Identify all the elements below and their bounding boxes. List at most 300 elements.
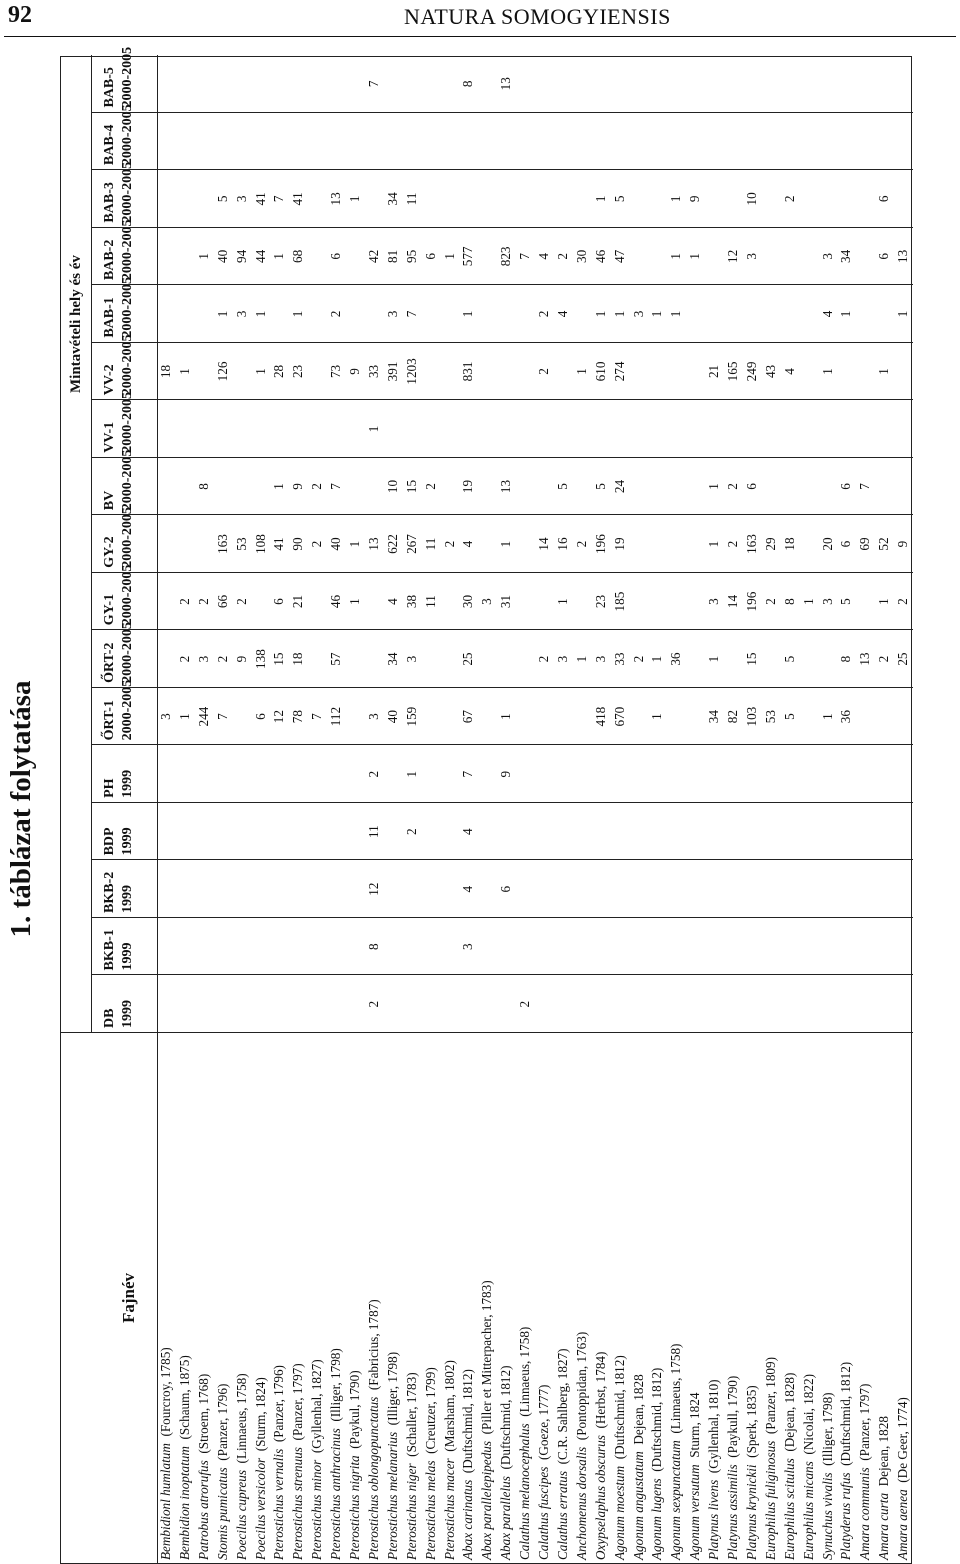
- species-genus: Pterostichus anthracinus: [328, 1428, 344, 1560]
- table-cell-value: 2: [630, 655, 646, 663]
- table-cell-value: 14: [536, 537, 551, 551]
- table-cell-value: 823: [498, 246, 514, 267]
- table-cell-value: 6: [838, 540, 854, 548]
- table-cell-value: 3: [592, 655, 608, 663]
- table-cell-value: 185: [611, 591, 627, 612]
- table-cell-value: 5: [781, 655, 797, 663]
- table-cell-value: 3: [819, 253, 835, 260]
- table-cell-value: 25: [460, 652, 476, 666]
- species-author: (Schaum, 1875): [176, 1355, 192, 1440]
- table-cell-value: 1: [668, 310, 684, 318]
- species-author: (Herbst, 1784): [592, 1351, 608, 1429]
- grid-line-vertical: [91, 227, 913, 228]
- table-cell-value: 1: [819, 713, 835, 720]
- species-genus: Amara curta: [876, 1492, 892, 1560]
- table-cell-value: 5: [214, 195, 230, 203]
- table-cell-value: 8: [365, 943, 381, 951]
- table-cell-value: 4: [819, 310, 835, 318]
- table-cell-value: 13: [365, 537, 381, 551]
- species-author: (Panzer, 1809): [762, 1356, 778, 1435]
- species-name: [762, 1033, 781, 1563]
- table-cell-value: 15: [271, 652, 287, 666]
- table-cell-value: 7: [328, 483, 344, 490]
- column-header: [91, 219, 157, 286]
- species-name: [327, 1033, 346, 1563]
- table-cell-value: 90: [290, 537, 306, 551]
- table-cell-value: 9: [233, 655, 249, 663]
- grid-line-vertical: [91, 917, 913, 918]
- table-cell-value: 34: [384, 192, 400, 206]
- column-years: 1999: [120, 942, 135, 971]
- column-header: [91, 507, 157, 573]
- grid-line-horizontal: [157, 55, 158, 1563]
- grid-line-vertical: [91, 342, 913, 343]
- table-cell-value: 610: [592, 361, 608, 382]
- grid-line-vertical: [91, 974, 913, 975]
- page-number: 92: [8, 2, 32, 28]
- table-cell-value: 1: [668, 253, 684, 260]
- column-years: 2000-2005: [120, 564, 135, 626]
- species-name: [800, 1033, 819, 1563]
- column-years: 2000-2005: [120, 507, 135, 568]
- column-code: BAB-2: [102, 239, 117, 281]
- table-cell-value: 622: [384, 534, 400, 554]
- table-cell-value: 2: [403, 828, 419, 835]
- column-years: 2000-2005: [120, 276, 135, 338]
- table-cell-value: 1: [271, 253, 287, 260]
- column-code: GY-2: [102, 536, 117, 568]
- table-cell-value: 1: [592, 310, 608, 318]
- species-genus: Amara aenea: [895, 1489, 911, 1560]
- column-header: [91, 104, 157, 171]
- table-cell-value: 1: [592, 195, 608, 203]
- table-cell-value: 1: [214, 310, 230, 318]
- table-cell-value: 9: [347, 368, 362, 375]
- table-cell-value: 7: [517, 253, 533, 260]
- table-cell-value: 81: [384, 249, 400, 263]
- table-cell-value: 1: [876, 368, 892, 375]
- species-name: [459, 1033, 478, 1563]
- table-cell-value: 13: [498, 77, 514, 91]
- table-cell-value: 1: [252, 310, 268, 318]
- species-genus: Bembidionl humlatum: [158, 1443, 173, 1560]
- table-cell-value: 1: [649, 310, 665, 318]
- table-cell-value: 1: [290, 310, 306, 318]
- species-author: (Panzer, 1796): [271, 1365, 287, 1443]
- table-cell-value: 13: [857, 652, 873, 666]
- species-genus: Platynus assimilis: [725, 1464, 740, 1560]
- species-author: (Sperk, 1835): [743, 1385, 759, 1458]
- table-cell-value: 2: [781, 195, 797, 203]
- species-name: [422, 1033, 441, 1563]
- table-cell-value: 1203: [403, 358, 419, 385]
- column-code: BKB-1: [102, 929, 117, 971]
- table-cell-value: 126: [214, 361, 230, 382]
- table-cell-value: 30: [460, 594, 476, 609]
- table-cell-value: 15: [743, 652, 759, 666]
- column-years: 1999: [120, 1000, 135, 1028]
- grid-line-vertical: [91, 859, 913, 860]
- column-header: [91, 860, 157, 918]
- species-author: (Paykul, 1790): [347, 1370, 362, 1449]
- column-years: 2000-2005: [120, 334, 135, 396]
- species-genus: Europhilus scitulus: [781, 1458, 797, 1560]
- species-author: (Panzer, 1797): [857, 1383, 873, 1461]
- table-cell-value: 3: [460, 943, 476, 951]
- grid-line-vertical: [91, 169, 913, 170]
- species-name: [686, 1033, 705, 1563]
- species-genus: Pterostichus melas: [422, 1460, 438, 1560]
- table-cell-value: 18: [158, 364, 173, 379]
- table-cell-value: 5: [781, 713, 797, 720]
- species-author: (Creutzer, 1799): [422, 1367, 438, 1454]
- species-genus: Pterostichus minor: [309, 1459, 325, 1560]
- table-cell-value: 1: [347, 195, 362, 203]
- table-cell-value: 40: [384, 710, 400, 724]
- table-cell-value: 4: [384, 598, 400, 605]
- table-cell-value: 34: [838, 249, 854, 263]
- table-cell-value: 5: [554, 483, 570, 490]
- column-header: [91, 392, 157, 458]
- table-cell-value: 1: [176, 368, 192, 375]
- table-cell-value: 5: [838, 598, 854, 605]
- table-cell-value: 2: [233, 598, 249, 605]
- table-cell-value: 94: [233, 249, 249, 263]
- species-name: [516, 1033, 535, 1563]
- species-genus: Abax carinatus: [460, 1479, 476, 1560]
- table-cell-value: 8: [838, 655, 854, 663]
- table-cell-value: 7: [365, 80, 381, 88]
- species-genus: Agonum versutum: [687, 1464, 703, 1560]
- species-genus: Calathus erratus: [554, 1470, 570, 1560]
- table-cell-value: 1: [441, 253, 457, 260]
- column-years: 2000-2005: [120, 449, 135, 511]
- column-code: DB: [102, 1008, 117, 1028]
- column-years: 1999: [120, 827, 135, 856]
- table-cell-value: 103: [743, 706, 759, 727]
- species-author: (Illiger, 1798): [328, 1348, 344, 1422]
- species-author: Dejean, 1828: [630, 1374, 646, 1445]
- species-name: [592, 1033, 611, 1563]
- table-cell-value: 57: [328, 652, 344, 666]
- species-author: (Duftschmid, 1812): [838, 1361, 854, 1466]
- species-author: (Duftschmid, 1812): [460, 1369, 476, 1474]
- table-cell-value: 1: [176, 713, 192, 720]
- species-genus: Europhilus micans: [800, 1461, 816, 1560]
- table-cell-value: 41: [271, 537, 287, 551]
- table-cell-value: 12: [271, 710, 287, 724]
- species-author: Sturm, 1824: [687, 1392, 703, 1458]
- species-author: (Panzer, 1797): [290, 1363, 306, 1441]
- species-genus: Agonum lugens: [649, 1478, 665, 1560]
- table-cell-value: 7: [214, 713, 230, 720]
- species-genus: Pterostichus vernalis: [271, 1448, 287, 1560]
- grid-line-vertical: [91, 514, 913, 515]
- table-cell-value: 11: [422, 537, 438, 551]
- table-cell-value: 9: [498, 770, 514, 778]
- species-name: [176, 1033, 195, 1563]
- species-author: (Panzer, 1796): [214, 1383, 230, 1461]
- species-genus: Pterostichus niger: [403, 1463, 419, 1560]
- table-cell-value: 1: [365, 425, 381, 433]
- table-cell-value: 138: [252, 649, 268, 669]
- table-cell-value: 9: [895, 540, 911, 548]
- table-cell-value: 8: [195, 483, 211, 490]
- table-cell-value: 40: [214, 249, 230, 263]
- table-cell-value: 40: [328, 537, 344, 551]
- species-author: (Schaller, 1783): [403, 1372, 419, 1457]
- column-header: [91, 276, 157, 343]
- table-cell-value: 2: [725, 540, 740, 548]
- data-table: [60, 46, 912, 1564]
- column-years: 2000-2005: [120, 622, 135, 683]
- species-name: [289, 1033, 308, 1563]
- column-code: BAB-3: [102, 182, 117, 223]
- table-cell-value: 10: [743, 192, 759, 206]
- table-cell-value: 165: [725, 361, 740, 382]
- column-years: 1999: [120, 769, 135, 798]
- species-genus: Agonum moestum: [611, 1465, 627, 1560]
- grid-line-vertical: [91, 457, 913, 458]
- table-cell-value: 244: [195, 706, 211, 727]
- table-cell-value: 33: [365, 364, 381, 379]
- species-name: [535, 1033, 554, 1563]
- table-cell-value: 21: [290, 594, 306, 609]
- species-name: [478, 1033, 497, 1563]
- table-cell-value: 3: [554, 655, 570, 663]
- table-cell-value: 2: [536, 655, 551, 663]
- table-cell-value: 1: [800, 598, 816, 605]
- table-cell-value: 577: [460, 246, 476, 267]
- table-cell-value: 7: [460, 770, 476, 778]
- table-cell-value: 7: [309, 713, 325, 720]
- table-cell-value: 4: [536, 253, 551, 260]
- table-cell-value: 3: [233, 195, 249, 203]
- table-cell-value: 3: [158, 713, 173, 720]
- table-cell-value: 2: [441, 540, 457, 548]
- table-cell-value: 163: [214, 534, 230, 554]
- sampling-site-group-header: Mintavételi hely és év: [68, 255, 84, 393]
- column-code: BAB-5: [102, 67, 117, 108]
- table-cell-value: 18: [781, 537, 797, 551]
- table-cell-value: 4: [781, 368, 797, 375]
- table-cell-value: 6: [252, 713, 268, 720]
- species-name: [875, 1033, 894, 1563]
- table-cell-value: 3: [403, 655, 419, 663]
- column-code: VV-2: [102, 364, 117, 396]
- table-cell-value: 43: [762, 364, 778, 379]
- rotated-table-block: [4, 46, 914, 1564]
- table-cell-value: 1: [498, 713, 514, 720]
- column-code: GY-1: [102, 593, 117, 626]
- table-cell-value: 41: [290, 192, 306, 206]
- species-genus: Poecilus cupreus: [233, 1470, 249, 1560]
- species-genus: Calathus fuscipes: [536, 1466, 551, 1560]
- table-cell-value: 2: [195, 598, 211, 605]
- species-genus: Pterostichus oblongopunctatus: [365, 1396, 381, 1560]
- table-cell-value: 1: [573, 655, 589, 663]
- table-cell-value: 46: [592, 249, 608, 263]
- grid-line-vertical: [91, 744, 913, 745]
- species-author: (C.R. Sahlberg, 1827): [554, 1348, 570, 1465]
- table-cell-value: 28: [271, 364, 287, 379]
- table-cell-value: 1: [460, 310, 476, 318]
- species-name: [894, 1033, 913, 1563]
- table-cell-value: 46: [328, 594, 344, 609]
- table-cell-value: 274: [611, 361, 627, 382]
- table-cell-value: 2: [365, 770, 381, 778]
- table-cell-value: 9: [687, 195, 703, 203]
- species-genus: Agonum angustatum: [630, 1451, 646, 1560]
- column-header: [91, 622, 157, 688]
- table-cell-value: 3: [743, 253, 759, 260]
- table-cell-value: 2: [554, 253, 570, 260]
- table-cell-value: 21: [706, 364, 722, 379]
- table-cell-value: 34: [384, 652, 400, 666]
- table-cell-value: 12: [365, 882, 381, 896]
- table-cell-value: 1: [195, 253, 211, 260]
- species-author: (Illiger, 1798): [819, 1392, 835, 1466]
- species-author: (Duftschmid, 1812): [611, 1355, 627, 1460]
- column-years: 2000-2005: [120, 161, 135, 223]
- grid-line-vertical: [61, 1032, 913, 1033]
- table-cell-value: 6: [271, 598, 287, 605]
- table-cell-value: 196: [743, 591, 759, 612]
- species-column-header: Fajnév: [119, 1272, 138, 1324]
- table-cell-value: 3: [819, 598, 835, 605]
- table-cell-value: 30: [573, 249, 589, 263]
- species-name: [346, 1033, 365, 1563]
- table-cell-value: 1: [347, 598, 362, 605]
- table-cell-value: 23: [290, 364, 306, 379]
- species-genus: Oxypselaphus obscurus: [592, 1435, 608, 1560]
- species-genus: Anchomenus dorsalis: [573, 1446, 589, 1560]
- species-author: (Gyllenhal, 1810): [706, 1379, 722, 1474]
- table-cell-value: 78: [290, 710, 306, 724]
- table-cell-value: 2: [517, 1000, 533, 1008]
- column-header: [91, 334, 157, 401]
- table-cell-value: 66: [214, 594, 230, 609]
- species-name: [270, 1033, 289, 1563]
- species-name: [233, 1033, 252, 1563]
- table-cell-value: 2: [573, 540, 589, 548]
- table-cell-value: 2: [725, 483, 740, 490]
- species-name: [837, 1033, 856, 1563]
- running-head: NATURA SOMOGYIENSIS: [404, 4, 671, 29]
- table-cell-value: 2: [422, 483, 438, 490]
- grid-line-vertical: [91, 399, 913, 400]
- table-cell-value: 3: [195, 655, 211, 663]
- table-cell-value: 44: [252, 249, 268, 263]
- species-genus: Pterostichus macer: [441, 1458, 457, 1560]
- table-cell-value: 1: [895, 310, 911, 318]
- table-cell-value: 24: [611, 479, 627, 494]
- column-code: BV: [102, 490, 117, 511]
- column-years: 1999: [120, 884, 135, 913]
- table-cell-value: 7: [857, 483, 873, 490]
- grid-line-vertical: [91, 802, 913, 803]
- table-cell-value: 13: [895, 249, 911, 263]
- table-cell-value: 9: [290, 483, 306, 490]
- table-cell-value: 1: [649, 655, 665, 663]
- species-genus: Poecilus versicolor: [252, 1457, 268, 1560]
- table-cell-value: 1: [706, 483, 722, 490]
- table-cell-value: 36: [838, 710, 854, 724]
- grid-line-vertical: [91, 687, 913, 688]
- table-cell-value: 831: [460, 361, 476, 382]
- species-name: [648, 1033, 667, 1563]
- species-genus: Bembidion inoptatum: [176, 1446, 192, 1560]
- species-name: [724, 1033, 743, 1563]
- grid-line-vertical: [91, 112, 913, 113]
- table-cell-value: 4: [460, 828, 476, 835]
- table-cell-value: 267: [403, 534, 419, 554]
- species-author: (Marsham, 1802): [441, 1360, 457, 1452]
- table-cell-value: 196: [592, 534, 608, 554]
- species-name: [705, 1033, 724, 1563]
- table-cell-value: 20: [819, 537, 835, 551]
- column-header: [91, 803, 157, 861]
- species-name: [856, 1033, 875, 1563]
- table-cell-value: 1: [649, 713, 665, 720]
- table-cell-value: 7: [271, 195, 287, 203]
- table-cell-value: 6: [876, 195, 892, 203]
- table-cell-value: 13: [498, 479, 514, 494]
- table-cell-value: 6: [422, 253, 438, 260]
- column-header: [91, 161, 157, 228]
- species-genus: Abax parallelus: [498, 1476, 514, 1560]
- table-cell-value: 1: [819, 368, 835, 375]
- table-cell-value: 52: [876, 537, 892, 551]
- table-cell-value: 4: [460, 540, 476, 548]
- table-cell-value: 34: [706, 710, 722, 724]
- table-cell-value: 68: [290, 249, 306, 263]
- column-code: BKB-2: [102, 871, 117, 913]
- species-genus: Stomis pumicatus: [214, 1467, 230, 1560]
- species-genus: Synuchus vivalis: [819, 1472, 835, 1560]
- table-cell-value: 95: [403, 249, 419, 263]
- column-code: BAB-4: [102, 124, 117, 166]
- table-cell-value: 29: [762, 537, 778, 551]
- table-cell-value: 53: [233, 537, 249, 551]
- species-author: (Dejean, 1828): [781, 1372, 797, 1452]
- table-cell-value: 6: [498, 885, 514, 893]
- table-cell-value: 42: [365, 249, 381, 263]
- column-header: [91, 918, 157, 976]
- table-cell-value: 2: [536, 368, 551, 375]
- table-cell-value: 1: [687, 253, 703, 260]
- table-cell-value: 1: [876, 598, 892, 605]
- table-cell-value: 6: [838, 483, 854, 490]
- table-cell-value: 163: [743, 534, 759, 554]
- table-cell-value: 2: [309, 540, 325, 548]
- column-code: ŐRT-1: [102, 700, 117, 741]
- table-cell-value: 2: [536, 310, 551, 318]
- species-name: [214, 1033, 233, 1563]
- table-cell-value: 1: [573, 368, 589, 375]
- table-cell-value: 159: [403, 706, 419, 727]
- table-cell-value: 1: [347, 540, 362, 548]
- table-cell-value: 11: [422, 595, 438, 608]
- species-author: (Gyllenhal, 1827): [309, 1359, 325, 1454]
- column-years: 2000-2005: [120, 679, 135, 741]
- table-cell-value: 2: [214, 655, 230, 663]
- table-cell-value: 14: [725, 594, 740, 609]
- column-years: 2000-2005: [120, 104, 135, 166]
- species-author: (Goeze, 1777): [536, 1384, 551, 1460]
- table-cell-value: 33: [611, 652, 627, 666]
- table-cell-value: 53: [762, 710, 778, 724]
